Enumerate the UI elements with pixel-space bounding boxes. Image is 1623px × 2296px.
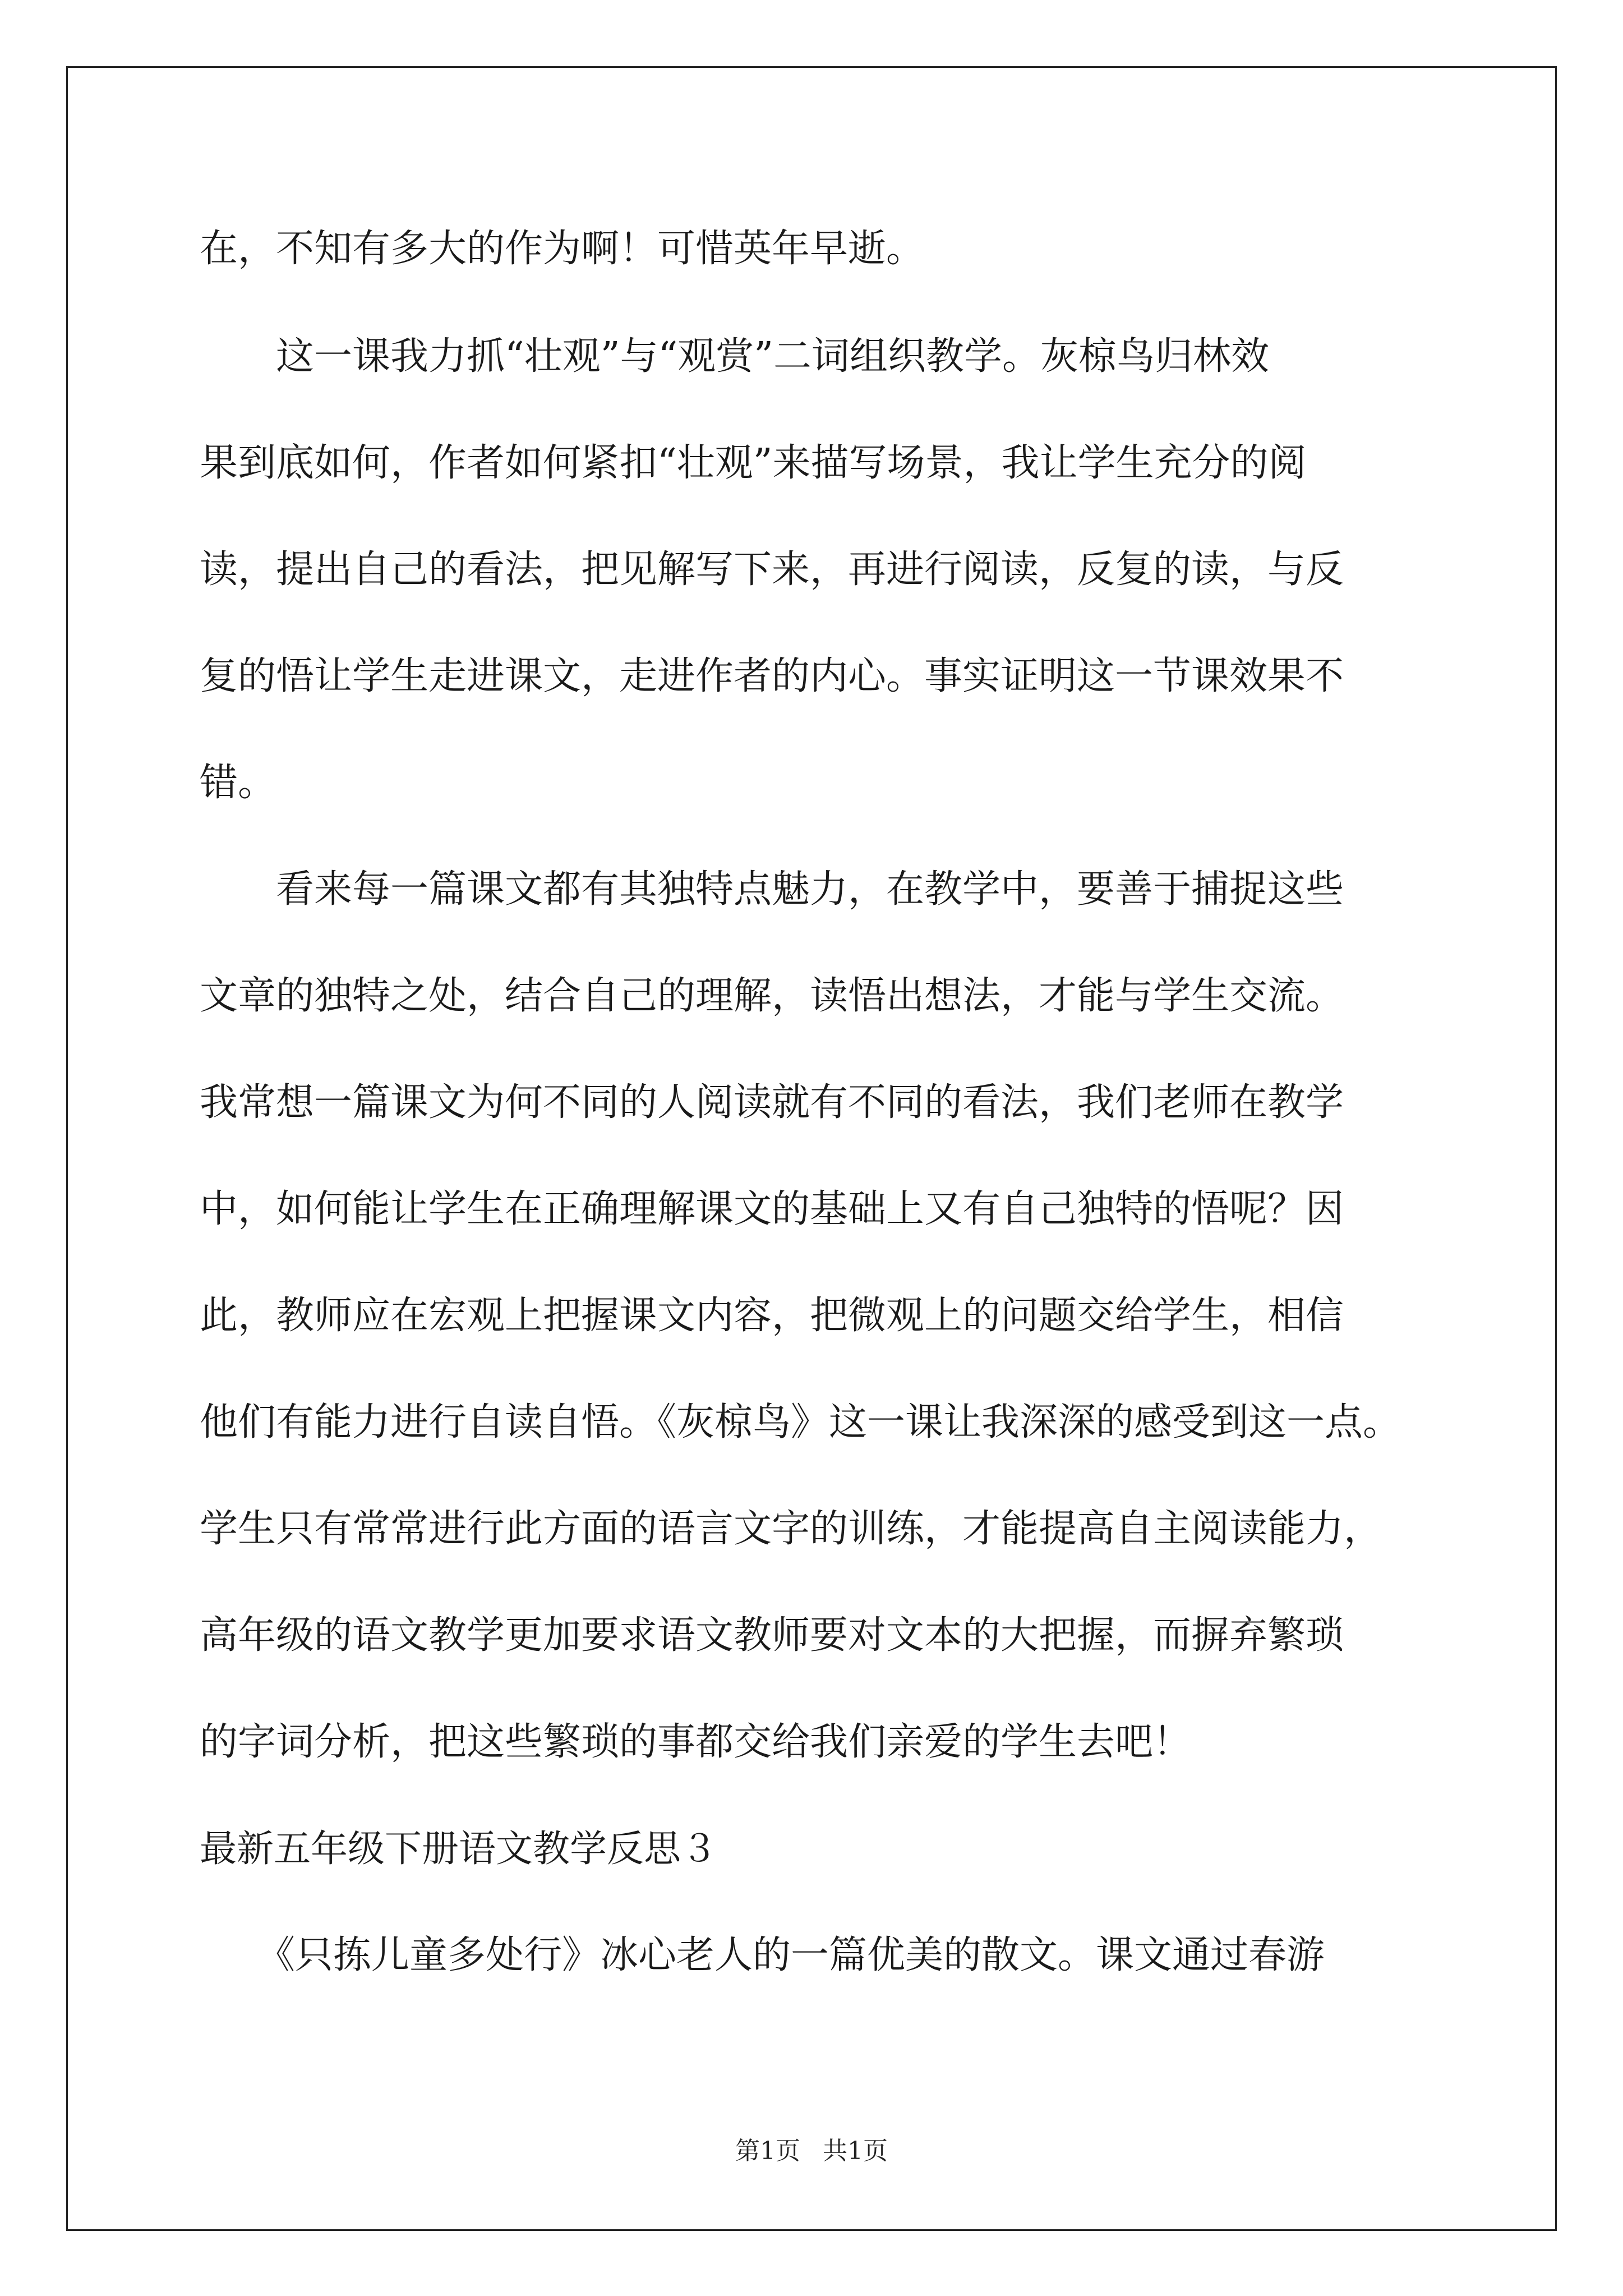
text-line: 他们有能力进行自读自悟。《灰椋鸟》这一课让我深深的感受到这一点。: [200, 1400, 1401, 1444]
text-line: 文章的独特之处，结合自己的理解，读悟出想法，才能与学生交流。: [200, 974, 1344, 1018]
text-line: 高年级的语文教学更加要求语文教师要对文本的大把握，而摒弃繁琐: [200, 1613, 1344, 1658]
text-line: 这一课我力抓“壮观”与“观赏”二词组织教学。灰椋鸟归林效: [200, 334, 1270, 379]
page-footer: [0, 2134, 1623, 2168]
section-heading: 最新五年级下册语文教学反思３: [200, 1827, 718, 1870]
text-line: 我常想一篇课文为何不同的人阅读就有不同的看法，我们老师在教学: [200, 1080, 1344, 1125]
text-line: 错。: [200, 761, 276, 805]
text-line: 此，教师应在宏观上把握课文内容，把微观上的问题交给学生，相信: [200, 1294, 1344, 1338]
page-border: [66, 66, 1557, 2231]
page-total: 共1页: [823, 2137, 888, 2165]
text-line: 中，如何能让学生在正确理解课文的基础上又有自己独特的悟呢？因: [200, 1187, 1344, 1231]
text-line: 复的悟让学生走进课文，走进作者的内心。事实证明这一节课效果不: [200, 654, 1344, 698]
text-line: 的字词分析，把这些繁琐的事都交给我们亲爱的学生去吧！: [200, 1720, 1192, 1764]
text-line: 读，提出自己的看法，把见解写下来，再进行阅读，反复的读，与反: [200, 547, 1344, 592]
text-line: 看来每一篇课文都有其独特点魅力，在教学中，要善于捕捉这些: [200, 867, 1344, 912]
text-line: 学生只有常常进行此方面的语言文字的训练，才能提高自主阅读能力，: [200, 1507, 1382, 1551]
page-number: 第1页: [735, 2137, 800, 2165]
text-line: 在，不知有多大的作为啊！可惜英年早逝。: [200, 227, 925, 271]
text-line: 果到底如何，作者如何紧扣“壮观”来描写场景，我让学生充分的阅: [200, 441, 1307, 485]
text-line: 《只拣儿童多处行》冰心老人的一篇优美的散文。课文通过春游: [200, 1933, 1325, 1977]
